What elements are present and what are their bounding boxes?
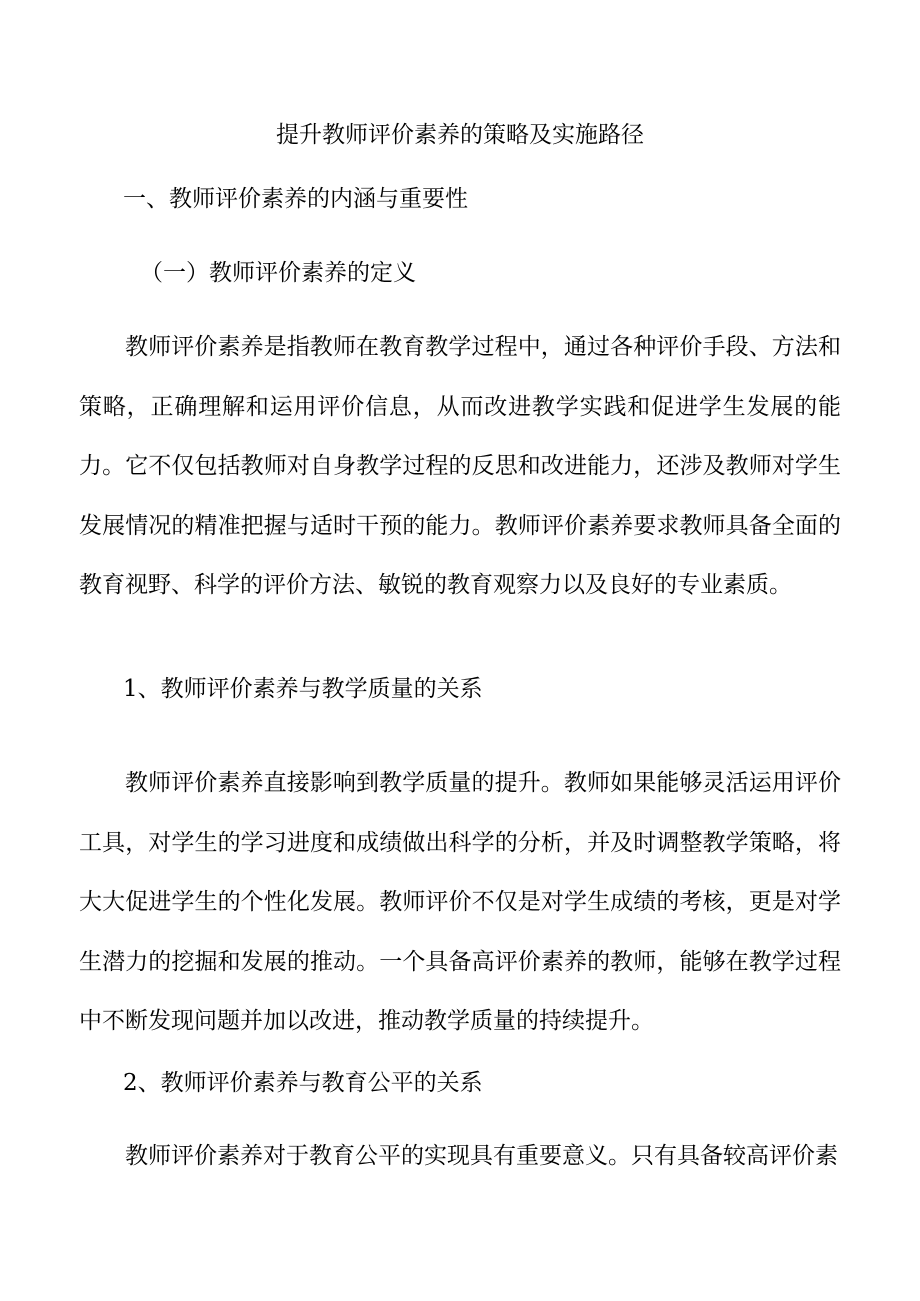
paragraph-teaching-quality: 教师评价素养直接影响到教学质量的提升。教师如果能够灵活运用评价工具，对学生的学习进度和成绩做出科学的分析，并及时调整教学策略，将大大促进学生的个性化发展。教师评价不仅是对学生成绩的考核，更是对学生潜力的挖掘和发展的推动。一个具备高评价素养的教师，能够在教学过程中不断发现问题并加以改进，推动教学质量的持续提升。 [79, 770, 841, 1034]
item-heading-2: 2、教师评价素养与教育公平的关系 [123, 1070, 483, 1096]
section-heading-1: 一、教师评价素养的内涵与重要性 [123, 186, 468, 212]
paragraph-definition: 教师评价素养是指教师在教育教学过程中，通过各种评价手段、方法和策略，正确理解和运用评价信息，从而改进教学实践和促进学生发展的能力。它不仅包括教师对自身教学过程的反思和改进能力，还涉及教师对学生发展情况的精准把握与适时干预的能力。教师评价素养要求教师具备全面的教育视野、科学的评价方法、敏锐的教育观察力以及良好的专业素质。 [79, 334, 841, 598]
paragraph-education-equity: 教师评价素养对于教育公平的实现具有重要意义。只有具备较高评价素 [125, 1143, 838, 1169]
document-title: 提升教师评价素养的策略及实施路径 [276, 122, 644, 148]
item-heading-1: 1、教师评价素养与教学质量的关系 [123, 676, 483, 702]
subsection-heading-1: （一）教师评价素养的定义 [140, 260, 416, 286]
